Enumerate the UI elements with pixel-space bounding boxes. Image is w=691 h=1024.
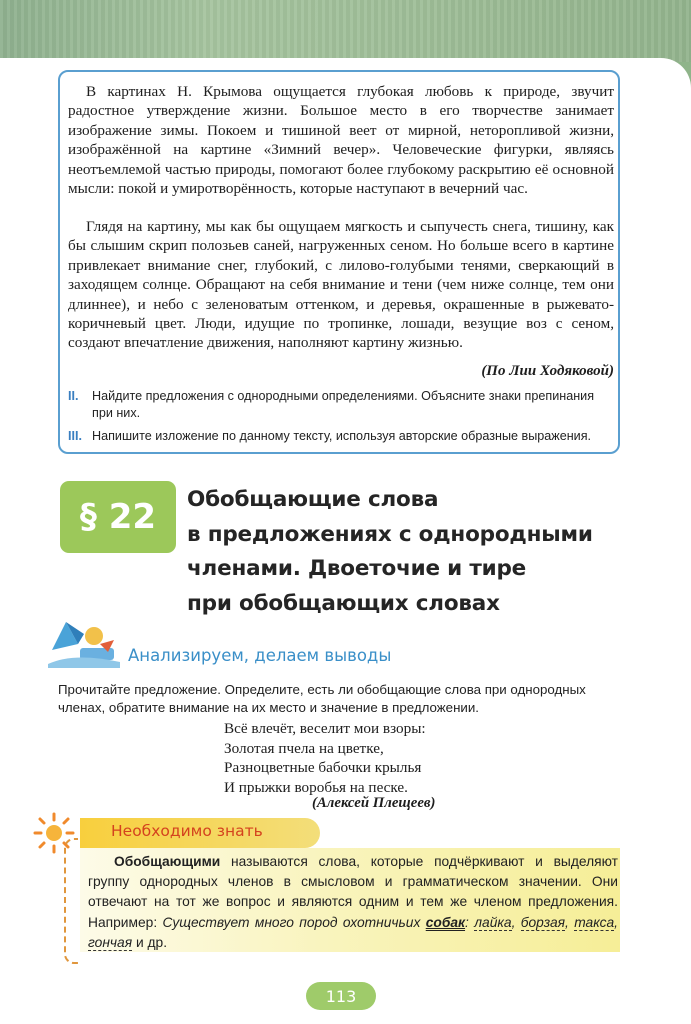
analyze-heading: Анализируем, делаем выводы: [128, 646, 392, 665]
generalizing-word: собак: [425, 914, 466, 930]
separator: ,: [565, 914, 575, 930]
separator: ,: [511, 914, 521, 930]
text-attribution: (По Лии Ходяковой): [481, 363, 614, 379]
poem-line: Всё влечёт, веселит мои взоры:: [224, 720, 426, 737]
section-title-line: Обобщающие слова: [187, 487, 439, 512]
task-2: [68, 388, 614, 422]
term: Обобщающими: [114, 854, 221, 869]
example-sentence: [88, 915, 618, 951]
task-text: Найдите предложения с однородными определениями. Объясните знаки препинания при них.: [92, 389, 595, 420]
text-paragraph-1: В картинах Н. Крымова ощущается глубокая любовь к природе, звучит радостное утверждение жизни. Большое место в его творчестве занимает изображение зимы. Покоем и тишиной веет от мирной, неторопливой жизни, изображённой на картине «Зимний вечер». Человеческие фигурки, являясь неотъемлемой частью природы, помогают более глубокому раскрытию её основной мысли: покой и умиротворённость, которые наступают в вечерний час.: [68, 83, 614, 198]
know-box-border: [64, 838, 78, 964]
example-colon: :: [465, 914, 475, 930]
homogeneous-member: гончая: [88, 934, 133, 950]
task-text: Напишите изложение по данному тексту, используя авторские образные выражения.: [92, 429, 592, 443]
section-title-line: в предложениях с однородными: [187, 521, 593, 547]
homogeneous-member: лайка: [474, 914, 512, 930]
homogeneous-member: такса: [574, 914, 615, 930]
poem-attribution: (Алексей Плещеев): [312, 795, 436, 811]
section-number-badge: § 22: [60, 481, 176, 553]
example-tail: и др.: [132, 934, 168, 950]
definition-text: называются слова, которые подчёркивают и выделяют группу однородных членов в смысловом и грамматическом значении. Они отвечают на тот же вопрос и являются одним и тем же членом предложения. Например:: [88, 854, 618, 930]
poem-line: Золотая пчела на цветке,: [224, 739, 384, 757]
section-title-line: членами. Двоеточие и тире: [187, 556, 527, 581]
top-banner: [0, 0, 691, 66]
poem-line: И прыжки воробья на песке.: [224, 779, 408, 797]
page-number: 113: [306, 982, 376, 1010]
example-text: Существует много пород охотничьих: [162, 914, 426, 930]
homogeneous-member: борзая: [520, 914, 566, 930]
separator: ,: [614, 914, 618, 930]
task-number: II.: [68, 389, 79, 403]
poem: [224, 719, 426, 798]
section-title-line: при обобщающих словах: [187, 590, 500, 616]
poem-line: Разноцветные бабочки крылья: [224, 759, 422, 777]
know-label: Необходимо знать: [111, 822, 263, 840]
text-paragraph-2: Глядя на картину, мы как бы ощущаем мягкость и сыпучесть снега, тишину, как бы слышим скрип полозьев саней, нагруженных сеном. Но больше всего в картине привлекает внимание снег, глубокий, с лилово-голубыми тенями, сверкающий в заходящем солнце. Обращают на себя внимание и тени (чем ниже солнце, тем они длиннее), и небо с зеленоватым оттенком, и деревья, окрашенные в рыжевато-коричневый цвет. Люди, идущие по тропинке, лошади, везущие воз с сеном, создают впечатление движения, наполняют картину жизнью.: [68, 218, 614, 352]
section-title: [187, 483, 647, 621]
know-definition: [88, 852, 618, 953]
task-number: III.: [68, 429, 82, 443]
task-3: [68, 428, 614, 445]
analyze-instruction: Прочитайте предложение. Определите, есть ли обобщающие слова при однородных членах, обратите внимание на их место и значение в предложении.: [58, 682, 586, 715]
analysis-illustration-icon: [44, 614, 124, 670]
